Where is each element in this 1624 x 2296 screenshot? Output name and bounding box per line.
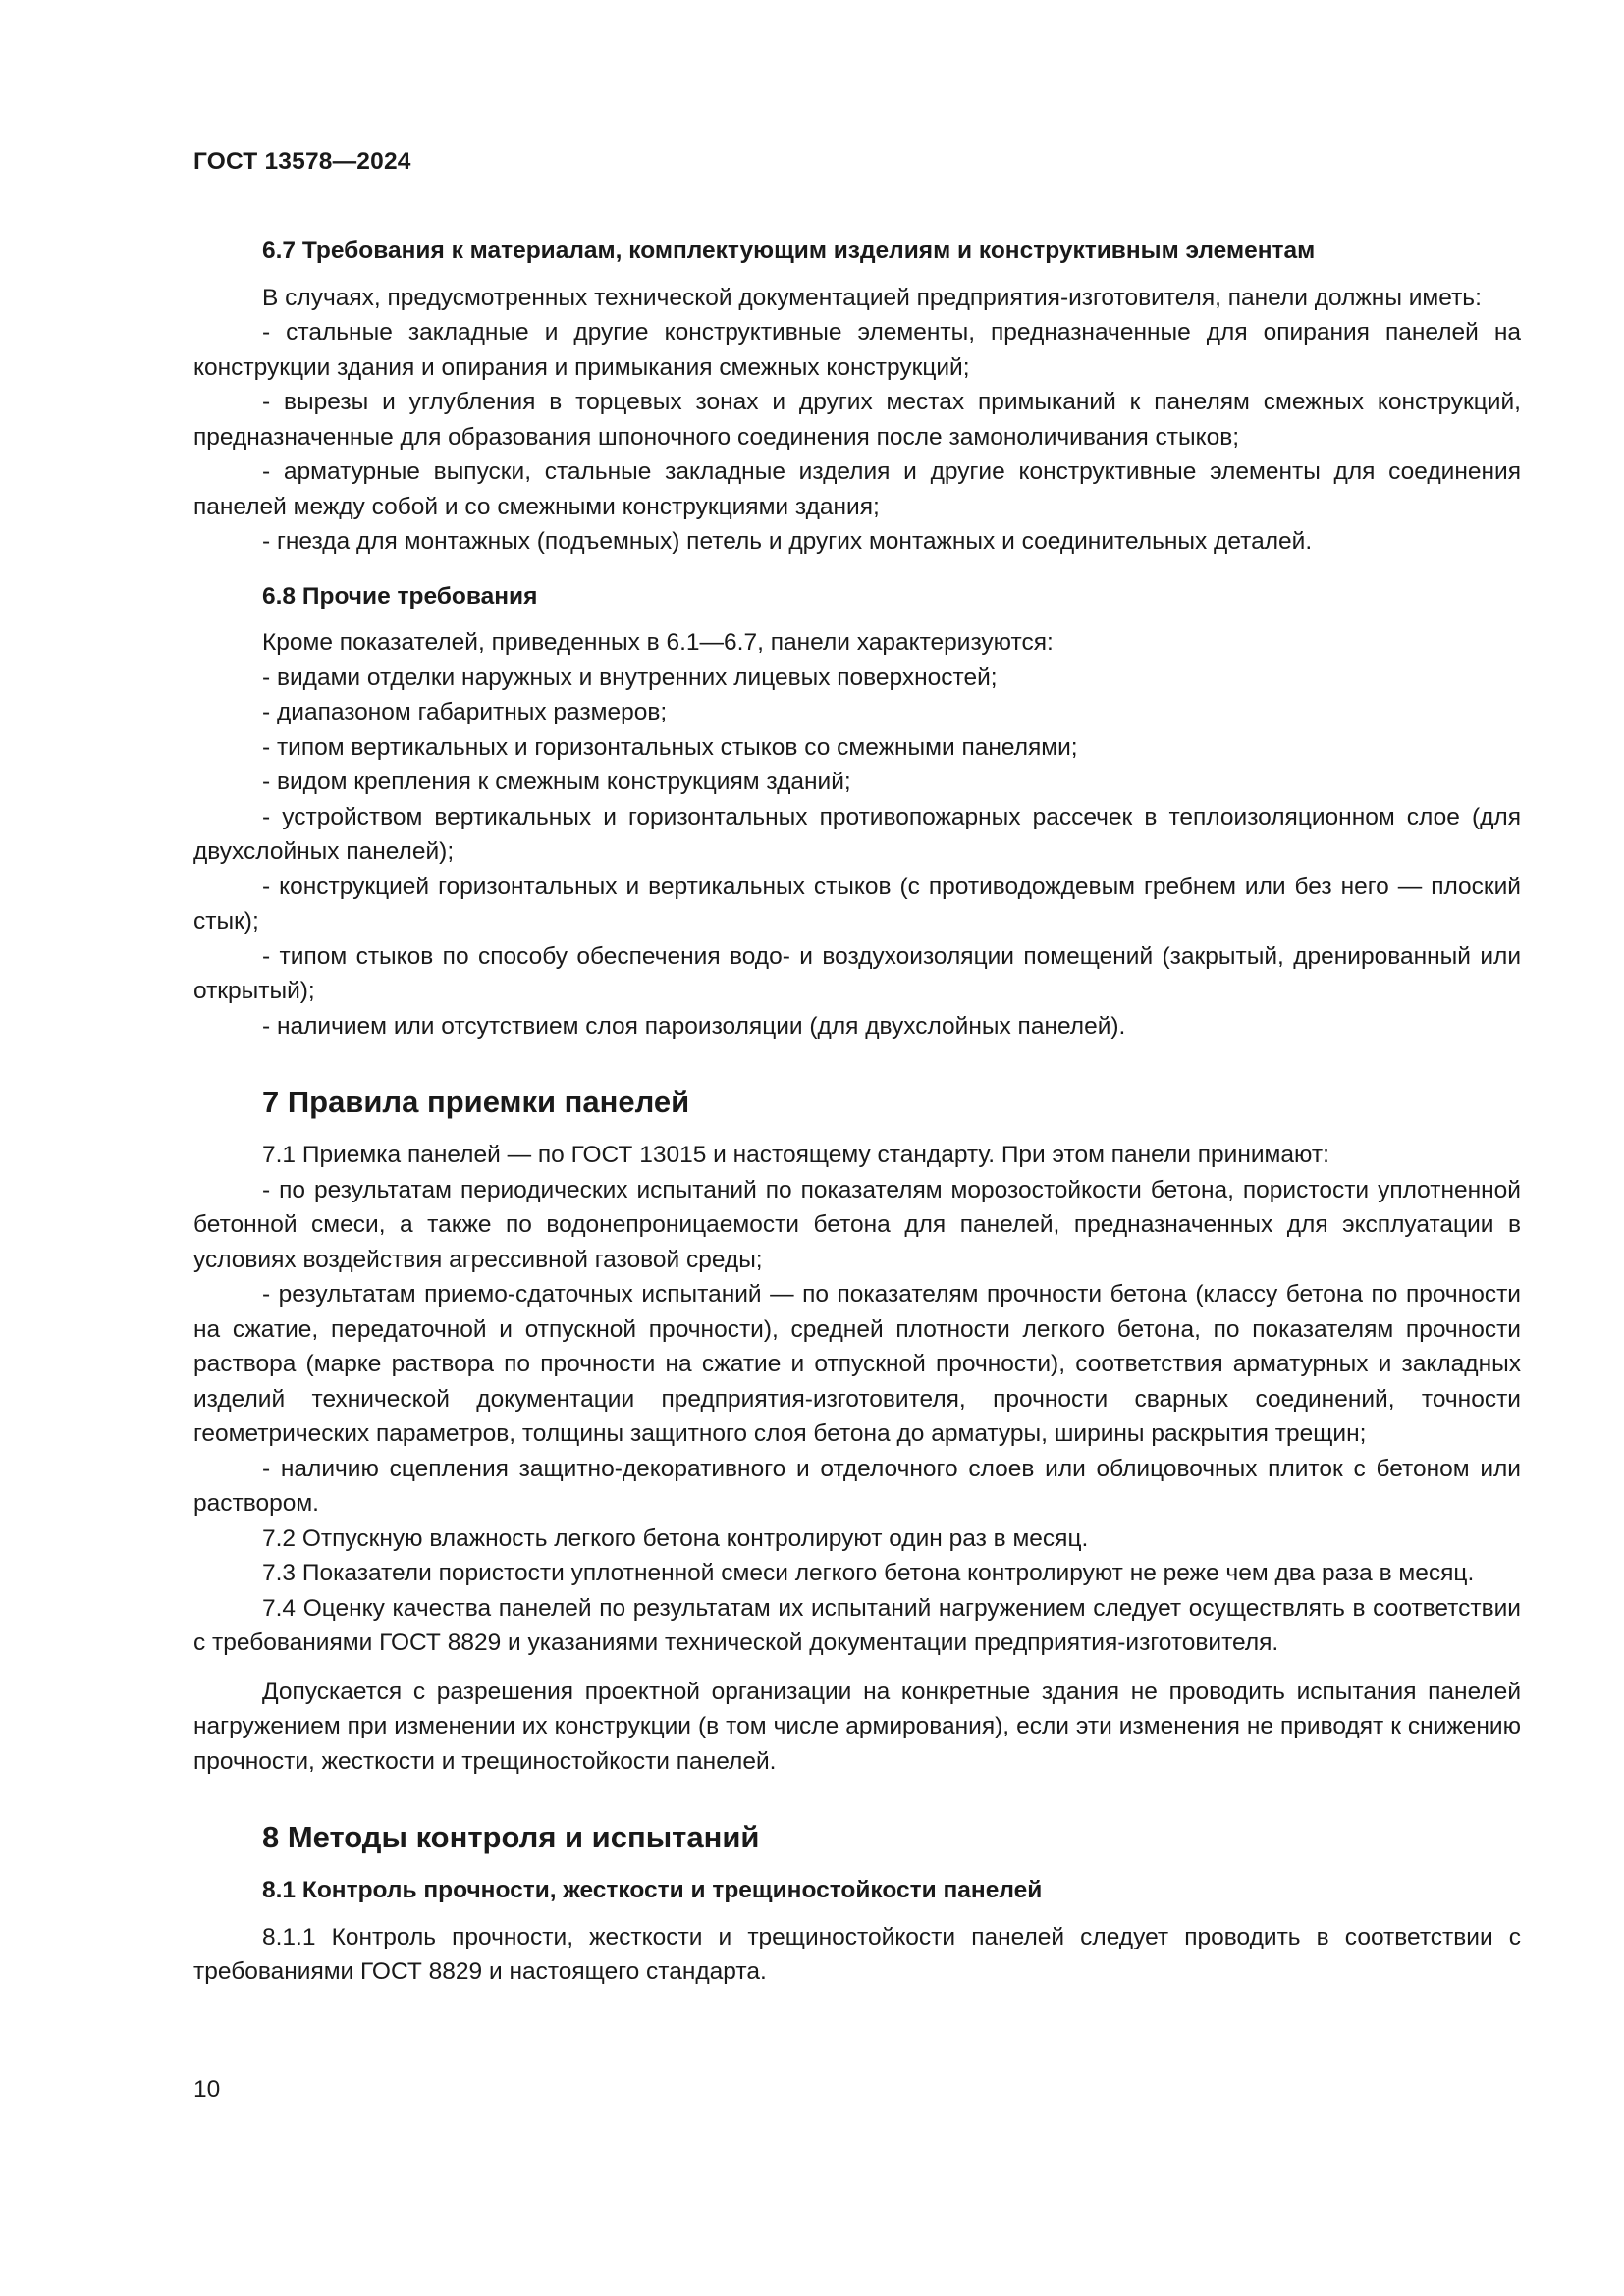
list-item: - вырезы и углубления в торцевых зонах и других местах примыканий к панелям смежных конструкций, предназначенные для образования шпоночного соединения после замоноличивания стыков; bbox=[193, 389, 1521, 451]
list-item: - видами отделки наружных и внутренних лицевых поверхностей; bbox=[262, 664, 998, 691]
list-item: - типом стыков по способу обеспечения водо- и воздухоизоляции помещений (закрытый, дренированный или открытый); bbox=[193, 942, 1521, 1004]
section-7-body bbox=[193, 1138, 1521, 1779]
page-number: 10 bbox=[193, 2076, 221, 2103]
section-8-1-body bbox=[193, 1920, 1521, 1990]
section-6-7-heading: 6.7 Требования к материалам, комплектующим изделиям и конструктивным элементам bbox=[262, 238, 1316, 264]
list-item: - арматурные выпуски, стальные закладные изделия и другие конструктивные элементы для соединения панелей между собой и со смежными конструкциями здания; bbox=[193, 458, 1521, 520]
list-item: - устройством вертикальных и горизонтальных противопожарных рассечек в теплоизоляционном слое (для двухслойных панелей); bbox=[193, 803, 1521, 865]
list-item: - стальные закладные и другие конструктивные элементы, предназначенные для опирания панелей на конструкции здания и опирания и примыкания смежных конструкций; bbox=[193, 319, 1521, 381]
paragraph-7-2: 7.2 Отпускную влажность легкого бетона контролируют один раз в месяц. bbox=[262, 1524, 1089, 1552]
paragraph-7-3: 7.3 Показатели пористости уплотненной смеси легкого бетона контролируют не реже чем два раза в месяц. bbox=[262, 1560, 1475, 1586]
list-item: - наличию сцепления защитно-декоративного и отделочного слоев или облицовочных плиток с бетоном или раствором. bbox=[193, 1455, 1521, 1517]
section-6-7-intro: В случаях, предусмотренных технической документацией предприятия-изготовителя, панели должны иметь: bbox=[262, 284, 1482, 311]
list-item: - результатам приемо-сдаточных испытаний — по показателям прочности бетона (классу бетона по прочности на сжатие, передаточной и отпускной прочности), средней плотности легкого бетона, по показателям прочности раствора (марке раствора по прочности на сжатие и отпускной прочности), соответствия арматурных и закладных изделий технической документации предприятия-изготовителя, прочности сварных соединений, точности геометрических параметров, толщины защитного слоя бетона до арматуры, ширины раскрытия трещин; bbox=[193, 1281, 1521, 1447]
list-item: - гнезда для монтажных (подъемных) петель и других монтажных и соединительных деталей. bbox=[262, 528, 1313, 555]
section-8-1-heading: 8.1 Контроль прочности, жесткости и трещиностойкости панелей bbox=[262, 1877, 1043, 1903]
section-6-8-heading: 6.8 Прочие требования bbox=[262, 582, 538, 610]
list-item: - конструкцией горизонтальных и вертикальных стыков (с противодождевым гребнем или без него — плоский стык); bbox=[193, 873, 1521, 934]
paragraph-7-1: 7.1 Приемка панелей — по ГОСТ 13015 и настоящему стандарту. При этом панели принимают: bbox=[262, 1142, 1329, 1168]
document-header: ГОСТ 13578—2024 bbox=[193, 148, 411, 175]
list-item: - наличием или отсутствием слоя пароизоляции (для двухслойных панелей). bbox=[262, 1012, 1126, 1040]
list-item: - типом вертикальных и горизонтальных стыков со смежными панелями; bbox=[262, 733, 1078, 761]
section-6-8-body bbox=[193, 625, 1521, 1043]
list-item: - диапазоном габаритных размеров; bbox=[262, 699, 668, 725]
section-6-8-intro: Кроме показателей, приведенных в 6.1—6.7, панели характеризуются: bbox=[262, 629, 1054, 656]
document-page bbox=[193, 145, 1521, 1990]
section-7-heading: 7 Правила приемки панелей bbox=[262, 1085, 690, 1119]
paragraph-allowance: Допускается с разрешения проектной организации на конкретные здания не проводить испытания панелей нагружением при изменении их конструкции (в том числе армирования), если эти изменения не приводят к снижению прочности, жесткости и трещиностойкости панелей. bbox=[193, 1678, 1521, 1775]
paragraph-8-1-1: 8.1.1 Контроль прочности, жесткости и трещиностойкости панелей следует проводить в соответствии с требованиями ГОСТ 8829 и настоящего стандарта. bbox=[193, 1923, 1521, 1985]
list-item: - видом крепления к смежным конструкциям зданий; bbox=[262, 769, 851, 795]
section-6-7-body bbox=[193, 281, 1521, 560]
paragraph-7-4: 7.4 Оценку качества панелей по результатам их испытаний нагружением следует осуществлять в соответствии с требованиями ГОСТ 8829 и указаниями технической документации предприятия-изготовителя. bbox=[193, 1594, 1521, 1656]
list-item: - по результатам периодических испытаний по показателям морозостойкости бетона, пористости уплотненной бетонной смеси, а также по водонепроницаемости бетона для панелей, предназначенных для эксплуатации в условиях воздействия агрессивной газовой среды; bbox=[193, 1176, 1521, 1273]
section-8-heading: 8 Методы контроля и испытаний bbox=[262, 1820, 760, 1854]
